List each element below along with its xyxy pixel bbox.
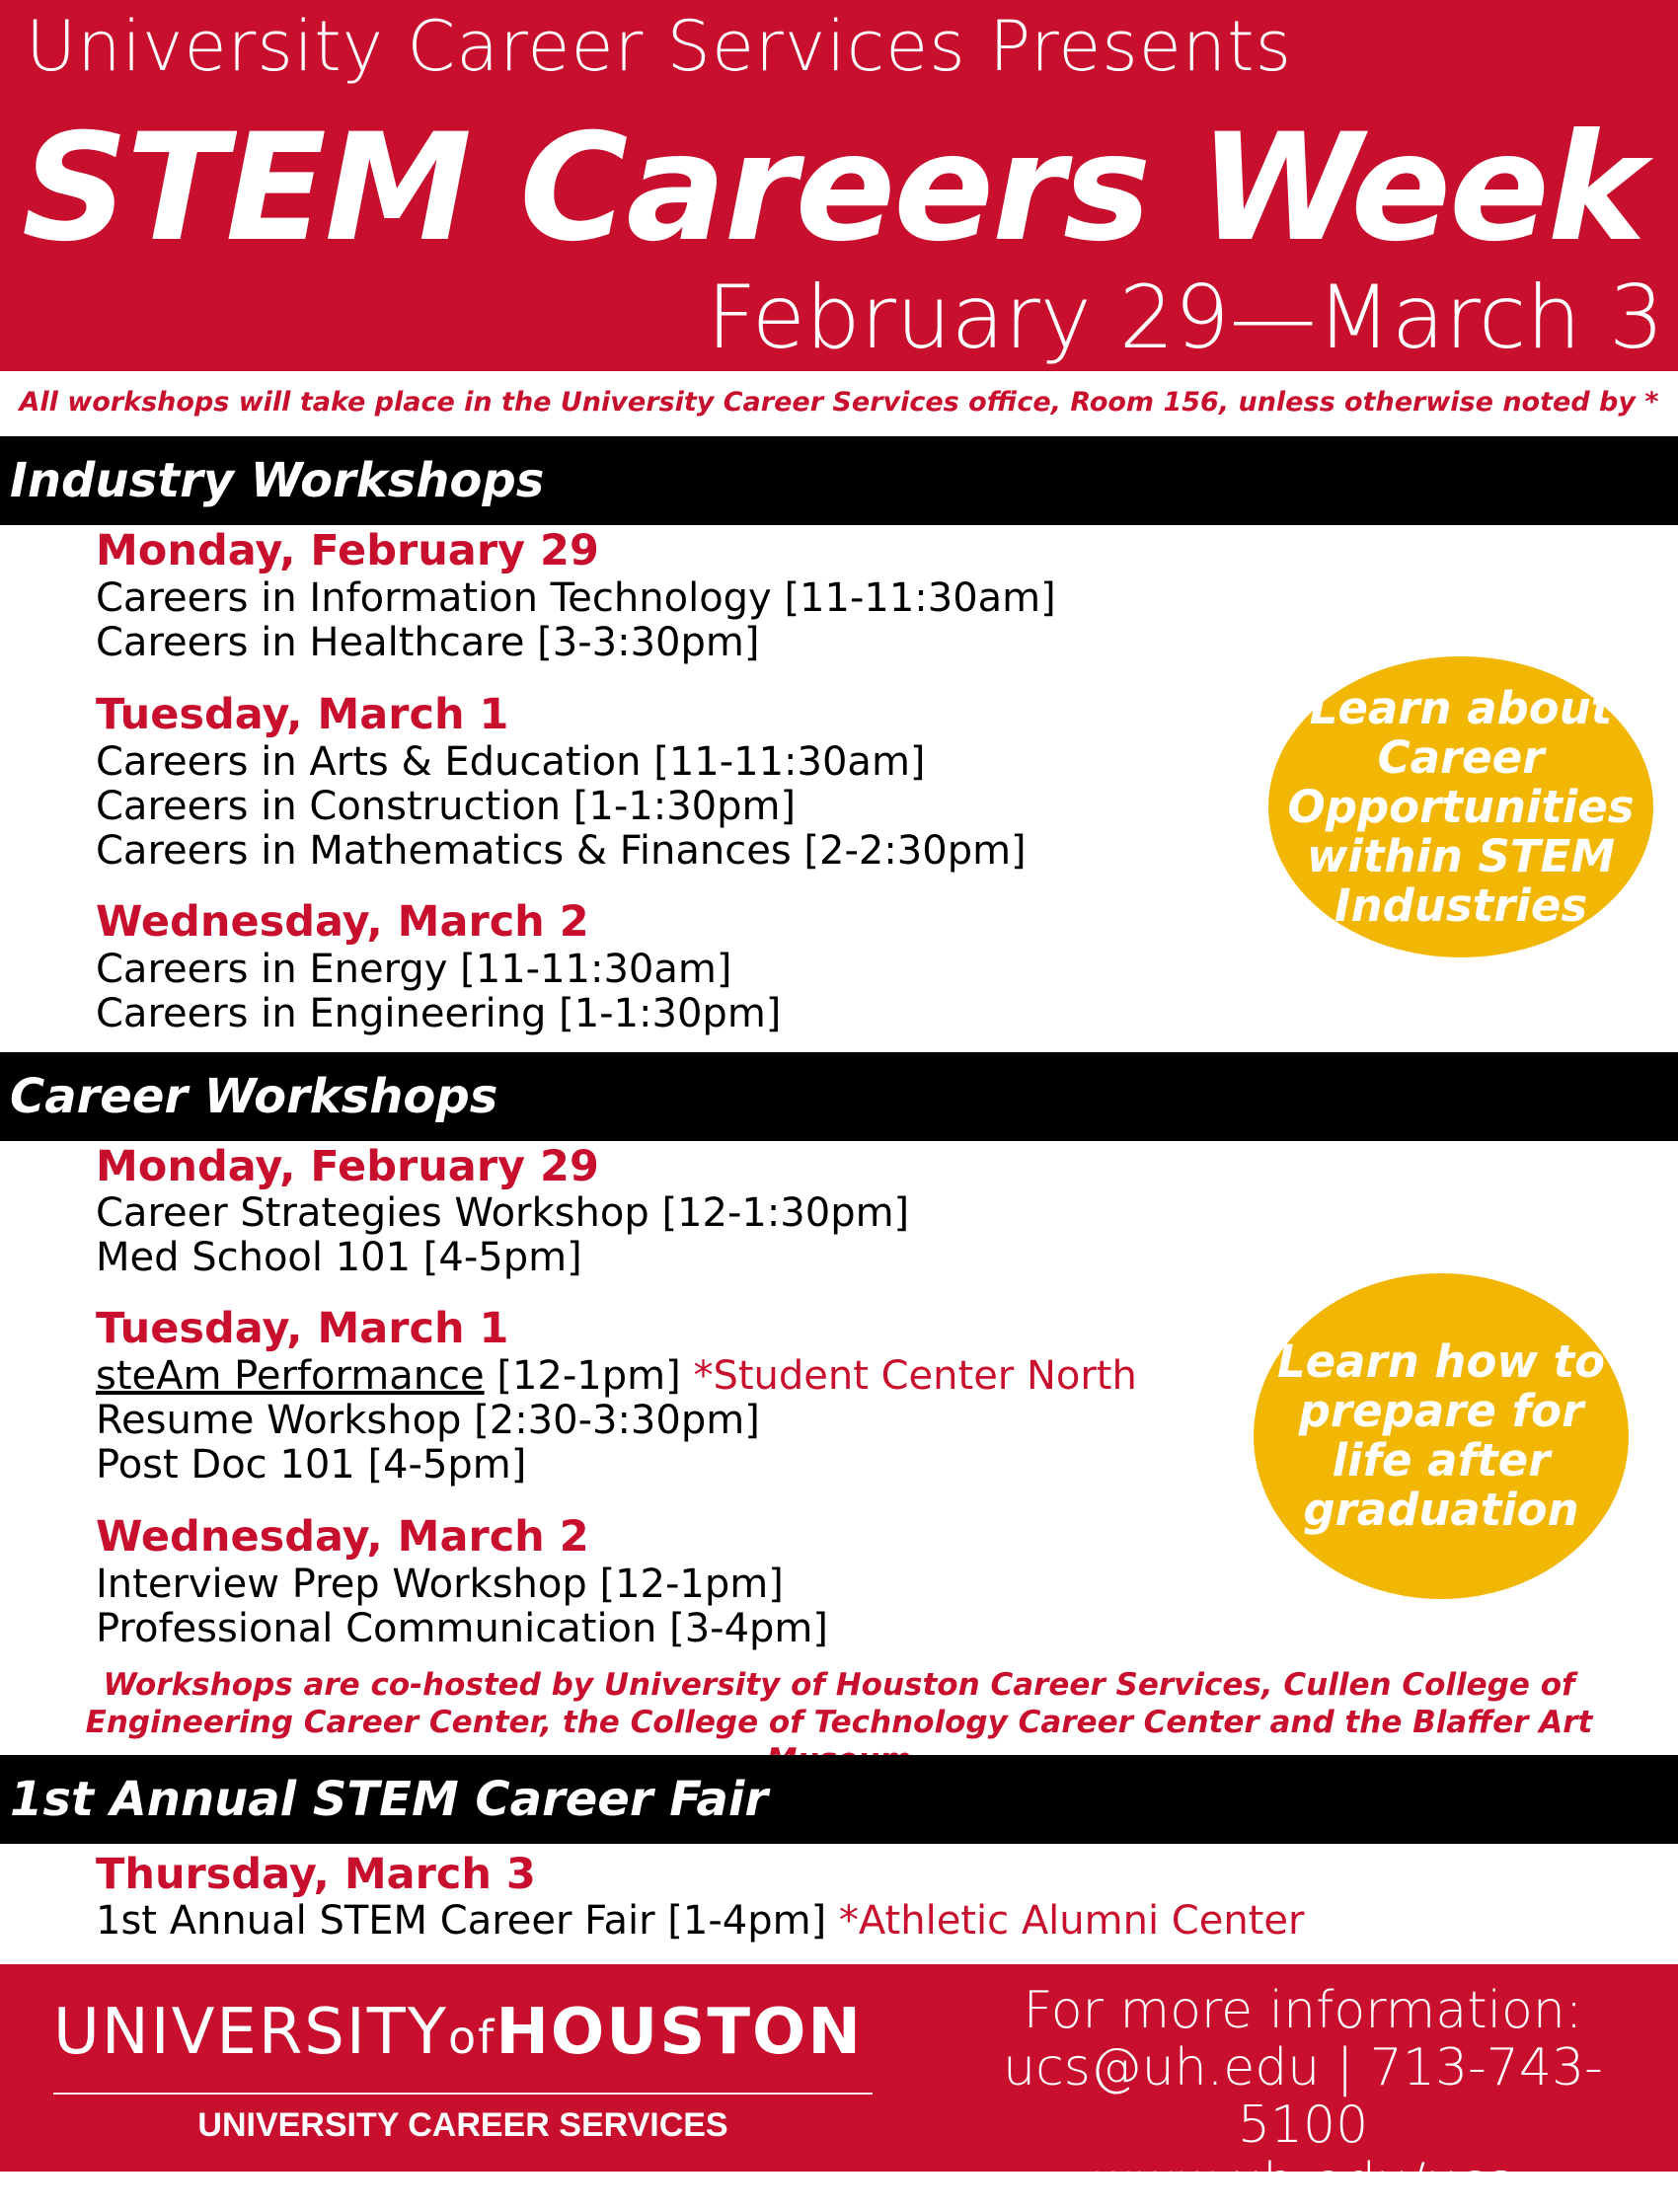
industry-callout-circle — [1268, 656, 1653, 957]
fair-location-note: *Athletic Alumni Center — [838, 1898, 1305, 1944]
steam-performance-link[interactable]: steAm Performance — [96, 1353, 485, 1399]
industry-event: Careers in Mathematics & Finances [2-2:30pm] — [96, 828, 1027, 874]
logo-wordmark — [53, 1996, 863, 2069]
career-day-wednesday: Wednesday, March 2 — [96, 1512, 589, 1562]
industry-callout-text: Learn about Career Opportunities within STEM Industries — [1287, 681, 1635, 932]
career-event-steam — [96, 1354, 1137, 1399]
logo-houston: HOUSTON — [496, 1996, 863, 2069]
footer-banner — [0, 1964, 1678, 2212]
industry-day-monday: Monday, February 29 — [96, 526, 599, 575]
industry-event: Careers in Information Technology [11-11:30am] — [96, 575, 1056, 621]
career-event: Post Doc 101 [4-5pm] — [96, 1442, 527, 1487]
event-title: STEM Careers Week — [22, 103, 1644, 274]
university-logo — [53, 1996, 873, 2144]
industry-event: Careers in Healthcare [3-3:30pm] — [96, 620, 760, 665]
section-heading-industry: Industry Workshops — [0, 436, 1678, 525]
career-callout-circle — [1254, 1273, 1629, 1599]
header-banner — [0, 0, 1678, 371]
contact-info — [977, 1982, 1629, 2211]
career-callout-text: Learn how to prepare for life after graduation — [1276, 1335, 1606, 1536]
career-event: Professional Communication [3-4pm] — [96, 1606, 828, 1651]
steam-time: [12-1pm] — [484, 1353, 694, 1399]
career-day-monday: Monday, February 29 — [96, 1142, 599, 1191]
industry-event: Careers in Energy [11-11:30am] — [96, 947, 732, 992]
career-event: Interview Prep Workshop [12-1pm] — [96, 1562, 784, 1607]
section-heading-fair: 1st Annual STEM Career Fair — [0, 1755, 1678, 1844]
industry-day-tuesday: Tuesday, March 1 — [96, 690, 509, 739]
industry-event: Careers in Engineering [1-1:30pm] — [96, 991, 782, 1036]
industry-event: Careers in Arts & Education [11-11:30am] — [96, 739, 926, 785]
fair-event-text: 1st Annual STEM Career Fair [1-4pm] — [96, 1898, 839, 1944]
contact-heading: For more information: — [1023, 1981, 1583, 2040]
logo-of: of — [447, 2011, 496, 2064]
event-dates: February 29—March 3 — [706, 267, 1664, 368]
industry-event: Careers in Construction [1-1:30pm] — [96, 784, 797, 829]
contact-email-phone[interactable]: ucs@uh.edu | 713-743-5100 — [1003, 2038, 1603, 2155]
cohost-note-text: Workshops are co-hosted by University of Houston Career Services, Cullen College of Engineering Career Center, the College of Technology Career Center and the Blaffer Art — [85, 1667, 1593, 1740]
career-event: Resume Workshop [2:30-3:30pm] — [96, 1398, 760, 1443]
presenter-line: University Career Services Presents — [26, 6, 1293, 87]
fair-event — [96, 1899, 1304, 1944]
logo-university: UNIVERSITY — [53, 1996, 448, 2069]
industry-day-wednesday: Wednesday, March 2 — [96, 897, 589, 947]
steam-location-note: *Student Center North — [693, 1353, 1137, 1399]
career-event: Med School 101 [4-5pm] — [96, 1235, 582, 1280]
career-event: Career Strategies Workshop [12-1:30pm] — [96, 1190, 910, 1236]
logo-department: UNIVERSITY CAREER SERVICES — [197, 2106, 728, 2144]
location-note: All workshops will take place in the University Career Services office, Room 156, unless otherwise noted by * — [19, 387, 1659, 418]
fair-day-thursday: Thursday, March 3 — [96, 1850, 536, 1899]
contact-website[interactable]: www.uh.edu/ucs — [1093, 2153, 1513, 2212]
section-heading-career: Career Workshops — [0, 1052, 1678, 1141]
career-day-tuesday: Tuesday, March 1 — [96, 1304, 509, 1353]
logo-divider — [53, 2093, 873, 2095]
